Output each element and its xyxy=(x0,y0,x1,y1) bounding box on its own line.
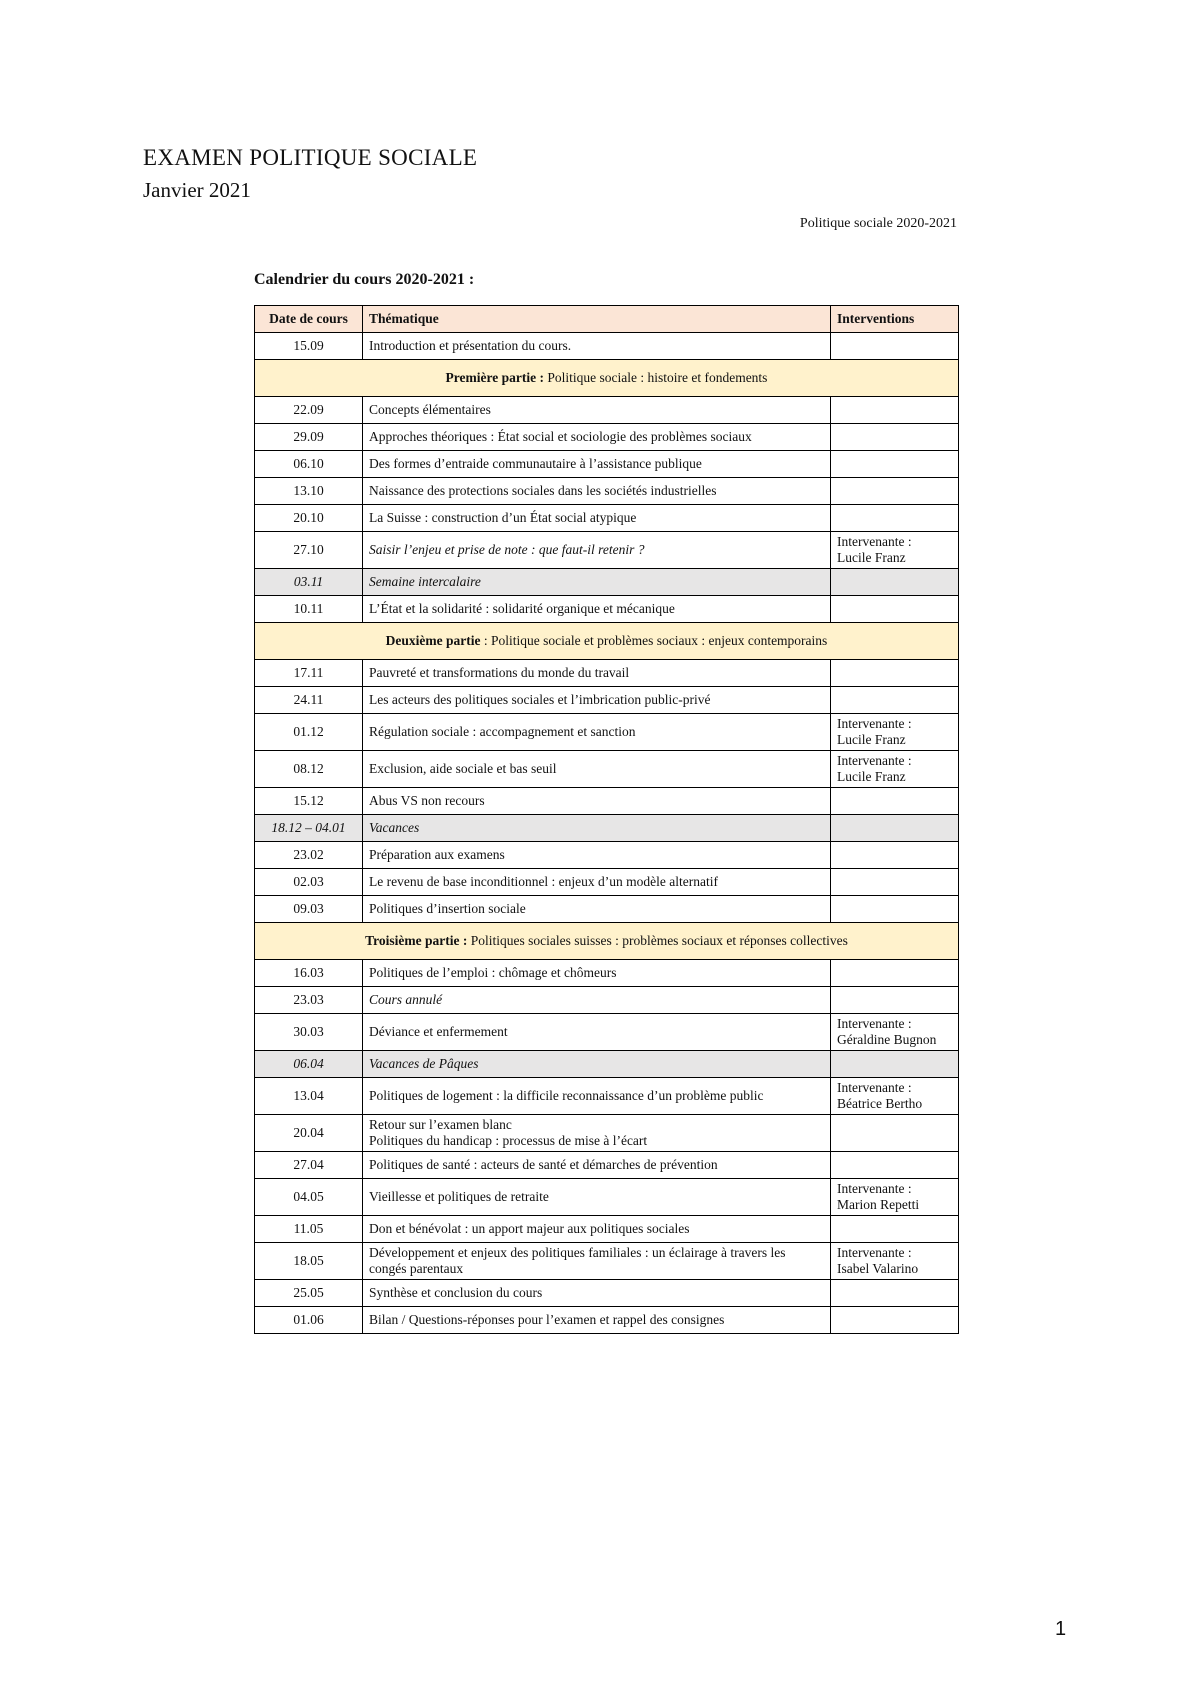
intervention-cell xyxy=(831,1152,959,1179)
theme-cell: Vacances de Pâques xyxy=(363,1051,831,1078)
table-row xyxy=(255,424,959,451)
table-row xyxy=(255,532,959,569)
table-row xyxy=(255,1307,959,1334)
part-heading-label: Deuxième partie xyxy=(385,633,481,648)
intervention-cell xyxy=(831,815,959,842)
date-cell: 01.12 xyxy=(255,714,363,751)
theme-cell: Pauvreté et transformations du monde du travail xyxy=(363,660,831,687)
date-cell: 24.11 xyxy=(255,687,363,714)
table-row xyxy=(255,1179,959,1216)
date-cell: 25.05 xyxy=(255,1280,363,1307)
theme-line: Retour sur l’examen blanc xyxy=(369,1117,512,1132)
date-cell: 15.12 xyxy=(255,788,363,815)
theme-cell: Cours annulé xyxy=(363,987,831,1014)
calendar-heading: Calendrier du cours 2020-2021 : xyxy=(254,271,475,288)
table-row xyxy=(255,687,959,714)
part-heading-label: Première partie : xyxy=(445,370,544,385)
intervention-line: Marion Repetti xyxy=(837,1197,920,1212)
intervention-cell xyxy=(831,451,959,478)
date-cell: 22.09 xyxy=(255,397,363,424)
intervention-cell xyxy=(831,869,959,896)
theme-cell: Les acteurs des politiques sociales et l’imbrication public-privé xyxy=(363,687,831,714)
table-row xyxy=(255,987,959,1014)
intervention-cell xyxy=(831,842,959,869)
date-cell: 01.06 xyxy=(255,1307,363,1334)
date-cell: 04.05 xyxy=(255,1179,363,1216)
intervention-line: Intervenante : xyxy=(837,1016,912,1031)
table-row xyxy=(255,596,959,623)
date-cell: 20.10 xyxy=(255,505,363,532)
theme-cell: La Suisse : construction d’un État social atypique xyxy=(363,505,831,532)
intervention-cell xyxy=(831,532,959,569)
date-cell: 20.04 xyxy=(255,1115,363,1152)
part-heading-text: Politiques sociales suisses : problèmes sociaux et réponses collectives xyxy=(467,933,848,948)
intervention-line: Béatrice Bertho xyxy=(837,1096,923,1111)
document-title: EXAMEN POLITIQUE SOCIALE xyxy=(143,145,478,170)
date-cell: 11.05 xyxy=(255,1216,363,1243)
table-row xyxy=(255,714,959,751)
date-cell: 09.03 xyxy=(255,896,363,923)
part-heading-cell xyxy=(255,360,959,397)
date-cell: 08.12 xyxy=(255,751,363,788)
table-row xyxy=(255,1243,959,1280)
intervention-cell xyxy=(831,687,959,714)
document-subtitle: Janvier 2021 xyxy=(143,178,251,202)
intervention-line: Intervenante : xyxy=(837,534,912,549)
theme-cell: Approches théoriques : État social et sociologie des problèmes sociaux xyxy=(363,424,831,451)
date-cell: 27.10 xyxy=(255,532,363,569)
intervention-line: Intervenante : xyxy=(837,1181,912,1196)
date-cell: 18.12 – 04.01 xyxy=(255,815,363,842)
course-calendar-table xyxy=(254,305,959,1334)
theme-cell: Politiques de santé : acteurs de santé et démarches de prévention xyxy=(363,1152,831,1179)
table-header-row xyxy=(255,306,959,333)
page-number: 1 xyxy=(1055,1618,1067,1640)
table-row xyxy=(255,751,959,788)
intervention-cell xyxy=(831,987,959,1014)
table-row xyxy=(255,397,959,424)
intervention-cell xyxy=(831,505,959,532)
column-header-interventions: Interventions xyxy=(831,306,959,333)
theme-cell: Déviance et enfermement xyxy=(363,1014,831,1051)
date-cell: 10.11 xyxy=(255,596,363,623)
intervention-line: Intervenante : xyxy=(837,753,912,768)
table-row xyxy=(255,1152,959,1179)
theme-cell: Développement et enjeux des politiques familiales : un éclairage à travers les congés parentaux xyxy=(363,1243,831,1280)
theme-cell: Don et bénévolat : un apport majeur aux politiques sociales xyxy=(363,1216,831,1243)
theme-cell: Politiques de logement : la difficile reconnaissance d’un problème public xyxy=(363,1078,831,1115)
date-cell: 06.04 xyxy=(255,1051,363,1078)
intervention-line: Lucile Franz xyxy=(837,732,906,747)
theme-cell: Préparation aux examens xyxy=(363,842,831,869)
date-cell: 23.03 xyxy=(255,987,363,1014)
date-cell: 06.10 xyxy=(255,451,363,478)
date-cell: 03.11 xyxy=(255,569,363,596)
part-heading-text: : Politique sociale et problèmes sociaux : enjeux contemporains xyxy=(480,633,828,648)
table-row xyxy=(255,1280,959,1307)
table-row xyxy=(255,842,959,869)
column-header-date: Date de cours xyxy=(255,306,363,333)
intervention-line: Intervenante : xyxy=(837,1080,912,1095)
date-cell: 17.11 xyxy=(255,660,363,687)
theme-cell: Des formes d’entraide communautaire à l’assistance publique xyxy=(363,451,831,478)
theme-line: Politiques du handicap : processus de mise à l’écart xyxy=(369,1133,648,1148)
holiday-row xyxy=(255,569,959,596)
theme-cell: Saisir l’enjeu et prise de note : que faut-il retenir ? xyxy=(363,532,831,569)
date-cell: 16.03 xyxy=(255,960,363,987)
theme-cell: Politiques d’insertion sociale xyxy=(363,896,831,923)
intervention-cell xyxy=(831,397,959,424)
theme-cell: Le revenu de base inconditionnel : enjeux d’un modèle alternatif xyxy=(363,869,831,896)
part-heading-label: Troisième partie : xyxy=(365,933,468,948)
intervention-cell xyxy=(831,1014,959,1051)
date-cell: 27.04 xyxy=(255,1152,363,1179)
theme-cell: Introduction et présentation du cours. xyxy=(363,333,831,360)
column-header-theme: Thématique xyxy=(363,306,831,333)
table-body xyxy=(255,333,959,1334)
table-row xyxy=(255,1014,959,1051)
intervention-line: Lucile Franz xyxy=(837,550,906,565)
running-header: Politique sociale 2020-2021 xyxy=(799,216,957,231)
table-row xyxy=(255,451,959,478)
intervention-cell xyxy=(831,424,959,451)
intervention-cell xyxy=(831,478,959,505)
theme-cell: Vieillesse et politiques de retraite xyxy=(363,1179,831,1216)
intervention-cell xyxy=(831,751,959,788)
theme-cell: Régulation sociale : accompagnement et sanction xyxy=(363,714,831,751)
part-heading-row xyxy=(255,923,959,960)
table-row xyxy=(255,1115,959,1152)
intervention-cell xyxy=(831,714,959,751)
intervention-cell xyxy=(831,788,959,815)
theme-cell: Abus VS non recours xyxy=(363,788,831,815)
intervention-cell xyxy=(831,1115,959,1152)
date-cell: 13.10 xyxy=(255,478,363,505)
date-cell: 18.05 xyxy=(255,1243,363,1280)
intervention-line: Intervenante : xyxy=(837,1245,912,1260)
intervention-line: Isabel Valarino xyxy=(837,1261,919,1276)
date-cell: 23.02 xyxy=(255,842,363,869)
theme-cell: Exclusion, aide sociale et bas seuil xyxy=(363,751,831,788)
intervention-cell xyxy=(831,1280,959,1307)
intervention-cell xyxy=(831,896,959,923)
intervention-cell xyxy=(831,333,959,360)
theme-cell: Naissance des protections sociales dans les sociétés industrielles xyxy=(363,478,831,505)
intervention-cell xyxy=(831,569,959,596)
part-heading-text: Politique sociale : histoire et fondements xyxy=(543,370,768,385)
theme-cell: Politiques de l’emploi : chômage et chômeurs xyxy=(363,960,831,987)
theme-cell xyxy=(363,1115,831,1152)
theme-cell: Concepts élémentaires xyxy=(363,397,831,424)
holiday-row xyxy=(255,1051,959,1078)
date-cell: 13.04 xyxy=(255,1078,363,1115)
table-row xyxy=(255,869,959,896)
theme-cell: Vacances xyxy=(363,815,831,842)
intervention-line: Géraldine Bugnon xyxy=(837,1032,937,1047)
intervention-line: Lucile Franz xyxy=(837,769,906,784)
date-cell: 30.03 xyxy=(255,1014,363,1051)
intervention-line: Intervenante : xyxy=(837,716,912,731)
table-row xyxy=(255,333,959,360)
theme-cell: Bilan / Questions-réponses pour l’examen et rappel des consignes xyxy=(363,1307,831,1334)
intervention-cell xyxy=(831,960,959,987)
part-heading-cell xyxy=(255,623,959,660)
theme-cell: L’État et la solidarité : solidarité organique et mécanique xyxy=(363,596,831,623)
table-row xyxy=(255,1216,959,1243)
table-row xyxy=(255,896,959,923)
date-cell: 29.09 xyxy=(255,424,363,451)
table-row xyxy=(255,1078,959,1115)
part-heading-cell xyxy=(255,923,959,960)
table-row xyxy=(255,960,959,987)
table-row xyxy=(255,478,959,505)
holiday-row xyxy=(255,815,959,842)
intervention-cell xyxy=(831,660,959,687)
theme-cell: Synthèse et conclusion du cours xyxy=(363,1280,831,1307)
theme-cell: Semaine intercalaire xyxy=(363,569,831,596)
intervention-cell xyxy=(831,1243,959,1280)
date-cell: 15.09 xyxy=(255,333,363,360)
table-row xyxy=(255,788,959,815)
table-row xyxy=(255,660,959,687)
part-heading-row xyxy=(255,623,959,660)
intervention-cell xyxy=(831,1179,959,1216)
intervention-cell xyxy=(831,1051,959,1078)
part-heading-row xyxy=(255,360,959,397)
intervention-cell xyxy=(831,596,959,623)
intervention-cell xyxy=(831,1216,959,1243)
date-cell: 02.03 xyxy=(255,869,363,896)
table-row xyxy=(255,505,959,532)
intervention-cell xyxy=(831,1078,959,1115)
intervention-cell xyxy=(831,1307,959,1334)
